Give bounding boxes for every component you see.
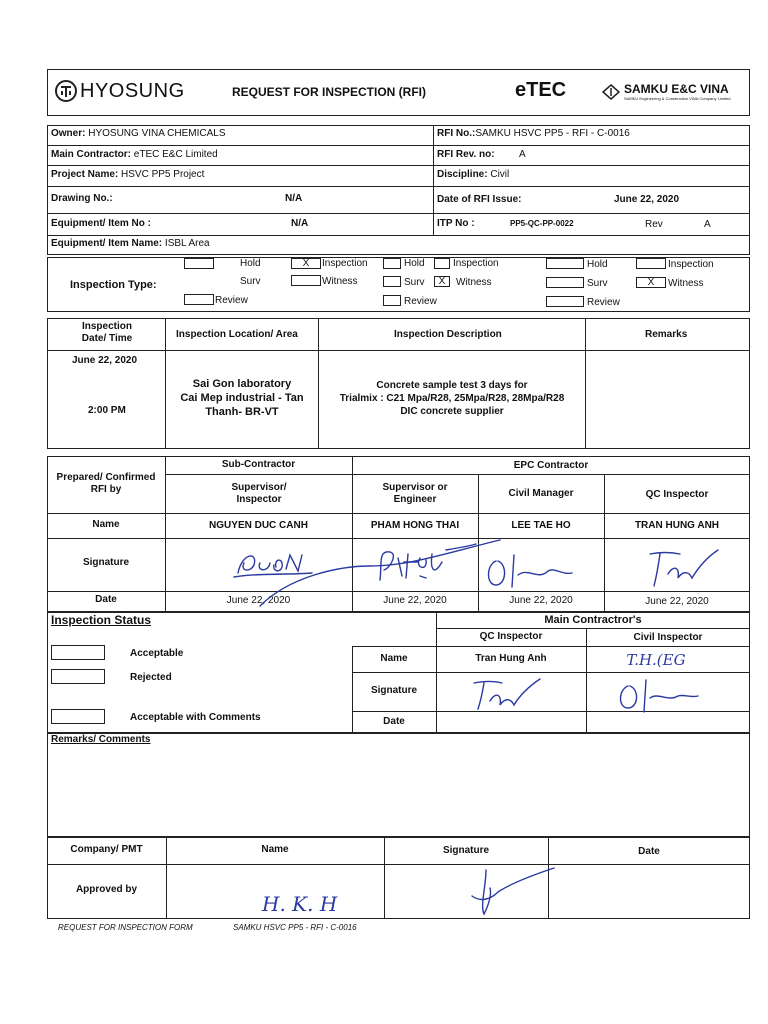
status-qc-inspector-header: QC Inspector (479, 631, 543, 642)
approval-date-header: Date (638, 846, 660, 857)
hyosung-emblem-icon (55, 80, 77, 102)
approval-company-header: Company/ PMT (70, 844, 143, 855)
inspection-label-2: Inspection (453, 258, 499, 269)
sub-contractor-header: Sub-Contractor (221, 459, 296, 470)
remarks-box (47, 733, 750, 837)
rfi-rev-label: RFI Rev. no: (437, 149, 495, 160)
itp-label: ITP No : (437, 218, 475, 229)
samku-logo-icon (602, 84, 620, 100)
qc-inspector-header: QC Inspector (645, 489, 709, 500)
status-date-label: Date (383, 716, 405, 727)
hold-checkbox-2[interactable] (383, 258, 401, 269)
hyosung-logo-text: HYOSUNG (80, 80, 185, 102)
review-checkbox-1[interactable] (184, 294, 214, 305)
inspection-status-title: Inspection Status (51, 613, 152, 627)
date-epc-supervisor: June 22, 2020 (383, 595, 447, 606)
owner-value: HYOSUNG VINA CHEMICALS (88, 128, 226, 139)
col-remarks-header: Remarks (645, 329, 688, 340)
inspection-date: June 22, 2020 (72, 355, 138, 366)
date-civil-manager: June 22, 2020 (509, 595, 573, 606)
inspection-checkbox-2[interactable] (434, 258, 450, 269)
supervisor-inspector-header: Supervisor/ Inspector (231, 482, 287, 505)
inspection-checkbox-3[interactable] (636, 258, 666, 269)
witness-label-2: Witness (456, 277, 492, 288)
inspection-type-label: Inspection Type: (70, 279, 157, 291)
name-qc-inspector: TRAN HUNG ANH (634, 520, 720, 531)
inspection-label-1: Inspection (322, 258, 368, 269)
samku-logo-subtext: SAMKU Engineering & Construction VINA Company Limited (624, 96, 731, 101)
status-qc-name: Tran Hung Anh (475, 653, 547, 664)
col-description-header: Inspection Description (394, 329, 502, 340)
equipment-name-value: ISBL Area (164, 238, 210, 249)
inspection-label-3: Inspection (668, 259, 714, 270)
date-issue-value: June 22, 2020 (614, 194, 680, 205)
project-row (51, 169, 204, 180)
status-name-label: Name (380, 653, 408, 664)
approved-by-label: Approved by (75, 884, 138, 895)
hold-label-2: Hold (404, 258, 425, 269)
witness-checkbox-2[interactable]: X (434, 276, 450, 287)
signature-status-civil (612, 676, 712, 716)
status-civil-inspector-header: Civil Inspector (633, 632, 703, 643)
col-date-header: Inspection Date/ Time (81, 321, 133, 344)
rev-value: A (704, 219, 711, 230)
main-contractor-label: Main Contractor: (51, 149, 131, 160)
equipment-name-label: Equipment/ Item Name: (51, 238, 163, 249)
witness-checkbox-1[interactable] (291, 275, 321, 286)
description-line-1: Concrete sample test 3 days for (376, 380, 528, 391)
name-row-label: Name (92, 519, 120, 530)
hold-checkbox-1[interactable] (184, 258, 214, 269)
project-value: HSVC PP5 Project (121, 169, 205, 180)
discipline-value: Civil (490, 169, 510, 180)
rev-label: Rev (645, 219, 663, 230)
acceptable-comments-label: Acceptable with Comments (130, 712, 261, 723)
inspection-time: 2:00 PM (88, 405, 126, 416)
etec-logo: eTEC (515, 79, 567, 101)
remarks-title: Remarks/ Comments (51, 734, 151, 745)
witness-label-1: Witness (322, 276, 358, 287)
civil-manager-header: Civil Manager (508, 488, 574, 499)
rfi-rev-value: A (519, 149, 526, 160)
signature-row-label: Signature (82, 557, 130, 568)
rfi-no-value: SAMKU HSVC PP5 - RFI - C-0016 (475, 128, 630, 139)
signature-stroke-overlay (250, 536, 510, 616)
date-sub-supervisor: June 22, 2020 (226, 595, 291, 606)
review-label-1: Review (215, 295, 248, 306)
acceptable-label: Acceptable (130, 648, 184, 659)
rfi-no-label: RFI No.: (437, 128, 476, 139)
equipment-name-row (51, 238, 210, 249)
surv-checkbox-2[interactable] (383, 276, 401, 287)
hold-checkbox-3[interactable] (546, 258, 584, 269)
surv-label-3: Surv (587, 278, 608, 289)
approval-name-handwritten: H. K. H (262, 892, 338, 916)
owner-label: Owner: (51, 128, 86, 139)
main-contractors-header: Main Contractror's (544, 614, 642, 626)
description-line-3: DIC concrete supplier (400, 406, 504, 417)
project-label: Project Name: (51, 169, 119, 180)
hold-label-1: Hold (240, 258, 261, 269)
hold-label-3: Hold (587, 259, 608, 270)
owner-row (51, 128, 226, 139)
review-label-2: Review (404, 296, 437, 307)
col-location-header: Inspection Location/ Area (176, 329, 298, 340)
signature-approval (470, 866, 560, 926)
witness-checkbox-3[interactable]: X (636, 277, 666, 288)
prepared-label: Prepared/ Confirmed RFI by (56, 472, 156, 495)
date-row-label: Date (95, 594, 117, 605)
status-signature-label: Signature (370, 685, 418, 696)
review-checkbox-2[interactable] (383, 295, 401, 306)
drawing-label: Drawing No.: (51, 193, 113, 204)
rejected-checkbox[interactable] (51, 669, 105, 684)
review-label-3: Review (587, 297, 620, 308)
signature-status-qc (466, 673, 556, 713)
supervisor-engineer-header: Supervisor or Engineer (382, 482, 448, 505)
status-civil-name-handwritten: T.H.(EG (626, 651, 686, 669)
epc-contractor-header: EPC Contractor (513, 460, 589, 471)
date-issue-label: Date of RFI Issue: (437, 194, 522, 205)
rejected-label: Rejected (130, 672, 172, 683)
acceptable-checkbox[interactable] (51, 645, 105, 660)
signature-qc-inspector (640, 544, 730, 590)
rfi-no-row (437, 128, 630, 139)
witness-label-3: Witness (668, 278, 704, 289)
equipment-no-value: N/A (291, 218, 309, 229)
location-line-3: Thanh- BR-VT (205, 406, 279, 418)
discipline-row (437, 169, 509, 180)
location-line-2: Cai Mep industrial - Tan (180, 392, 304, 404)
approval-name-header: Name (261, 844, 289, 855)
name-epc-supervisor: PHAM HONG THAI (370, 520, 460, 531)
name-civil-manager: LEE TAE HO (511, 520, 571, 531)
name-sub-supervisor: NGUYEN DUC CANH (209, 520, 308, 531)
page-title: REQUEST FOR INSPECTION (RFI) (232, 85, 427, 99)
main-contractor-row (51, 149, 218, 160)
itp-value: PP5-QC-PP-0022 (510, 219, 574, 228)
inspection-checkbox-1[interactable]: X (291, 258, 321, 269)
date-qc-inspector: June 22, 2020 (645, 596, 709, 607)
surv-label-1: Surv (240, 276, 261, 287)
footer-form-name: REQUEST FOR INSPECTION FORM (58, 923, 193, 932)
drawing-value: N/A (285, 193, 303, 204)
review-checkbox-3[interactable] (546, 296, 584, 307)
footer-rfi-ref: SAMKU HSVC PP5 - RFI - C-0016 (233, 923, 357, 932)
description-line-2: Trialmix : C21 Mpa/R28, 25Mpa/R28, 28Mpa/R28 (339, 393, 565, 404)
acceptable-comments-checkbox[interactable] (51, 709, 105, 724)
surv-label-2: Surv (404, 277, 425, 288)
discipline-label: Discipline: (437, 169, 488, 180)
samku-logo-text: SAMKU E&C VINA (624, 82, 729, 96)
approval-signature-header: Signature (442, 845, 490, 856)
equipment-no-label: Equipment/ Item No : (51, 218, 151, 229)
surv-checkbox-3[interactable] (546, 277, 584, 288)
main-contractor-value: eTEC E&C Limited (133, 149, 218, 160)
location-line-1: Sai Gon laboratory (192, 378, 292, 390)
